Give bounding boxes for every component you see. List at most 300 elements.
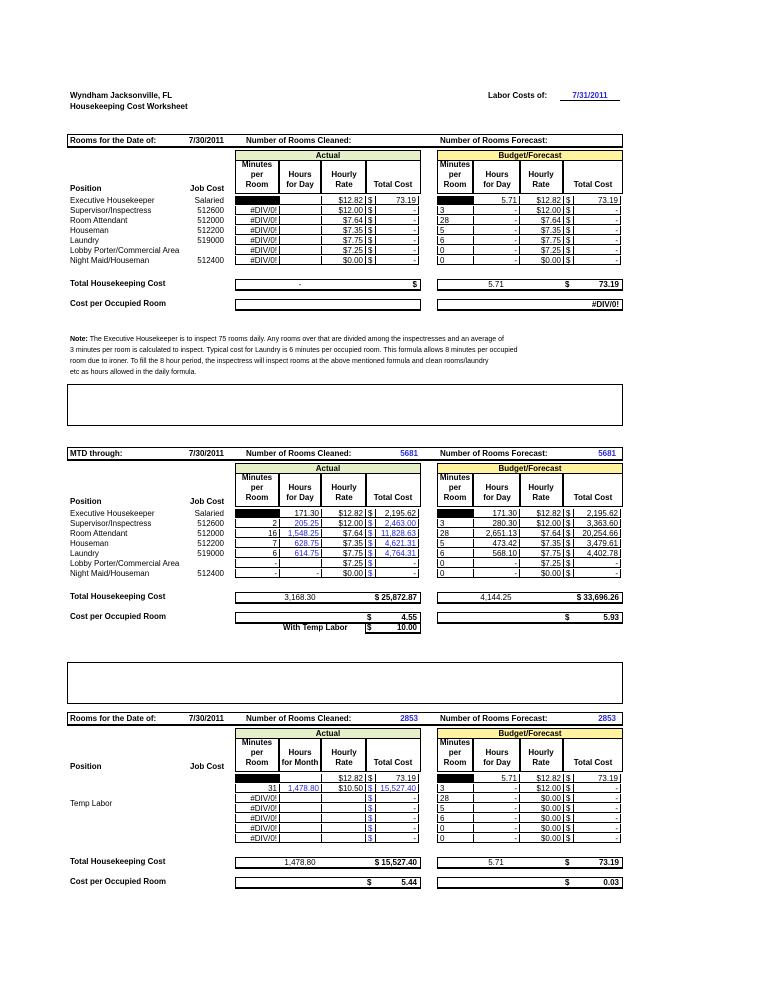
actual-cell: [235, 774, 279, 783]
budget-cell: $: [563, 509, 573, 518]
position-label: Lobby Porter/Commercial Area: [70, 246, 180, 255]
budget-header: Budget/Forecast: [437, 728, 623, 739]
actual-cell: 4,621.31: [375, 539, 419, 548]
col-header-budget-3: Total Cost: [563, 160, 623, 194]
cpor-label: Cost per Occupied Room: [70, 877, 167, 886]
budget-cell: $: [563, 559, 573, 568]
position-label: Houseman: [70, 539, 109, 548]
bar-l2: Number of Rooms Cleaned:: [246, 136, 352, 145]
budget-cell: $: [563, 206, 573, 215]
budget-cell: $7.35: [519, 539, 563, 548]
col-header-budget-2: Hourly Rate: [519, 473, 563, 507]
col-header-actual-2: Hourly Rate: [321, 738, 367, 772]
note-box-1: [67, 384, 623, 426]
actual-cell: #DIV/0!: [235, 256, 279, 265]
actual-cell: $10.50: [321, 784, 365, 793]
cpor-label: Cost per Occupied Room: [70, 612, 167, 621]
actual-cell: 2,195.62: [375, 509, 419, 518]
actual-cell: #DIV/0!: [235, 236, 279, 245]
actual-cell: [235, 509, 279, 518]
actual-cell: $7.75: [321, 549, 365, 558]
budget-cell: $7.75: [519, 236, 563, 245]
job-cost: 512200: [197, 539, 224, 548]
actual-cell: $: [365, 804, 375, 813]
note-block: [70, 334, 518, 378]
budget-cell: -: [573, 226, 621, 235]
actual-cell: $: [365, 519, 375, 528]
position-label: Supervisor/Inspectress: [70, 206, 152, 215]
budget-cell: $: [563, 519, 573, 528]
col-header-actual-2: Hourly Rate: [321, 473, 367, 507]
actual-cell: [235, 196, 279, 205]
budget-cell: 473.42: [473, 539, 519, 548]
job-cost: 512200: [197, 226, 224, 235]
section-bar-s3: [67, 712, 623, 726]
budget-cell: -: [573, 246, 621, 255]
budget-cell: $0.00: [519, 834, 563, 843]
bar-v2: 5681: [400, 449, 418, 458]
budget-cell: -: [473, 236, 519, 245]
position-label: Executive Housekeeper: [70, 509, 155, 518]
actual-cell: #DIV/0!: [235, 834, 279, 843]
note-box-2: [67, 662, 623, 704]
actual-cell: $0.00: [321, 256, 365, 265]
actual-cell: [321, 794, 365, 803]
budget-cell: 28: [437, 794, 473, 803]
budget-cell: -: [473, 794, 519, 803]
budget-cell: 4,402.78: [573, 549, 621, 558]
budget-cell: $: [563, 804, 573, 813]
actual-total-hours: -: [298, 280, 302, 289]
col-header-budget-3: Total Cost: [563, 473, 623, 507]
budget-cell: -: [573, 784, 621, 793]
job-cost: 512600: [197, 206, 224, 215]
position-label: Laundry: [70, 236, 99, 245]
budget-cell: -: [573, 794, 621, 803]
budget-total-hours: 5.71: [488, 280, 504, 289]
actual-cell: [279, 834, 321, 843]
budget-cell: 3: [437, 519, 473, 528]
actual-total: $ 25,872.87: [374, 593, 417, 602]
col-header-actual-0: Minutes per Room: [235, 473, 279, 507]
budget-cell: 20,254.66: [573, 529, 621, 538]
actual-cell: 2: [235, 519, 279, 528]
actual-cell: -: [375, 256, 419, 265]
position-label: Supervisor/Inspectress: [70, 519, 152, 528]
budget-cell: $12.00: [519, 784, 563, 793]
actual-cell: -: [375, 206, 419, 215]
actual-cell: $: [365, 529, 375, 538]
budget-cell: -: [573, 216, 621, 225]
budget-cell: $: [563, 256, 573, 265]
actual-cell: $7.75: [321, 236, 365, 245]
temp-labor-label: With Temp Labor: [283, 623, 348, 632]
actual-cell: $0.00: [321, 569, 365, 578]
budget-cell: 280.30: [473, 519, 519, 528]
budget-cell: 3: [437, 206, 473, 215]
actual-cell: $: [365, 559, 375, 568]
actual-cell: $: [365, 569, 375, 578]
budget-cell: 5.71: [473, 774, 519, 783]
budget-cell: -: [573, 814, 621, 823]
actual-cell: -: [375, 834, 419, 843]
col-header-actual-2: Hourly Rate: [321, 160, 367, 194]
budget-total: 73.19: [598, 280, 619, 289]
actual-cell: $: [365, 794, 375, 803]
actual-total-hours: 1,478.80: [284, 858, 316, 867]
actual-total: $: [412, 280, 417, 289]
actual-cell: $: [365, 246, 375, 255]
actual-cell: [279, 256, 321, 265]
budget-cell: -: [573, 236, 621, 245]
actual-cell: $7.64: [321, 529, 365, 538]
cpor-label: Cost per Occupied Room: [70, 299, 167, 308]
budget-cell: $7.64: [519, 216, 563, 225]
actual-cell: 205.25: [279, 519, 321, 528]
budget-cell: -: [473, 226, 519, 235]
budget-cell: 568.10: [473, 549, 519, 558]
actual-cell: 6: [235, 549, 279, 558]
budget-cell: $: [563, 549, 573, 558]
budget-cell: 0: [437, 569, 473, 578]
budget-cell: 0: [437, 824, 473, 833]
budget-cell: $0.00: [519, 794, 563, 803]
job-cost: Salaried: [194, 509, 224, 518]
budget-cell: $: [563, 824, 573, 833]
budget-cell: $12.00: [519, 206, 563, 215]
actual-total-hours: 3,168.30: [284, 593, 316, 602]
actual-cell: #DIV/0!: [235, 824, 279, 833]
job-cost: 512000: [197, 216, 224, 225]
actual-cell: #DIV/0!: [235, 804, 279, 813]
actual-cell: 1,478.80: [279, 784, 321, 793]
actual-cell: -: [375, 569, 419, 578]
budget-cell: -: [573, 824, 621, 833]
jobcost-col-header: Job Cost: [190, 497, 225, 506]
actual-cell: #DIV/0!: [235, 794, 279, 803]
col-header-budget-0: Minutes per Room: [437, 738, 473, 772]
actual-cell: $: [365, 774, 375, 783]
actual-cell: $: [365, 824, 375, 833]
actual-cell: -: [279, 569, 321, 578]
actual-cell: $: [365, 216, 375, 225]
col-header-budget-0: Minutes per Room: [437, 473, 473, 507]
budget-cell: -: [473, 569, 519, 578]
actual-cell: [321, 824, 365, 833]
section-bar-s2: [67, 447, 623, 461]
job-cost: 512000: [197, 529, 224, 538]
actual-cell: [279, 206, 321, 215]
actual-cell: -: [375, 216, 419, 225]
col-header-budget-1: Hours for Day: [473, 160, 521, 194]
bar-l3: Number of Rooms Forecast:: [440, 714, 548, 723]
budget-cell: -: [573, 559, 621, 568]
bar-l1: Rooms for the Date of:: [70, 136, 157, 145]
actual-cell: -: [375, 226, 419, 235]
budget-cell: -: [473, 206, 519, 215]
actual-cell: -: [375, 804, 419, 813]
budget-total-hours: 5.71: [488, 858, 504, 867]
budget-header: Budget/Forecast: [437, 463, 623, 474]
budget-cell: $: [563, 814, 573, 823]
actual-cell: $12.82: [321, 774, 365, 783]
budget-cell: 28: [437, 216, 473, 225]
actual-cell: $12.00: [321, 206, 365, 215]
actual-total: $ 15,527.40: [374, 858, 417, 867]
budget-cell: -: [473, 824, 519, 833]
actual-cell: 73.19: [375, 774, 419, 783]
col-header-actual-3: Total Cost: [365, 738, 421, 772]
budget-cell: $7.25: [519, 246, 563, 255]
col-header-budget-0: Minutes per Room: [437, 160, 473, 194]
total-housekeeping-label: Total Housekeeping Cost: [70, 857, 166, 866]
budget-cell: -: [473, 246, 519, 255]
budget-cell: $0.00: [519, 814, 563, 823]
actual-cell: 2,463.00: [375, 519, 419, 528]
actual-cell: [279, 824, 321, 833]
position-col-header: Position: [70, 184, 102, 193]
actual-cell: #DIV/0!: [235, 226, 279, 235]
budget-cell: -: [573, 804, 621, 813]
note-line-4: etc as hours allowed in the daily formula.: [70, 369, 197, 376]
labor-costs-label: Labor Costs of:: [488, 91, 548, 100]
actual-cell: $: [365, 226, 375, 235]
actual-cpor-box: [235, 299, 421, 311]
actual-cell: [279, 774, 321, 783]
note-line-1: The Executive Housekeeper is to inspect 75 rooms daily. Any rooms over that are divided among the inspectresses and an average of: [89, 336, 504, 343]
col-header-actual-0: Minutes per Room: [235, 738, 279, 772]
position-col-header: Position: [70, 497, 102, 506]
col-header-actual-1: Hours for Day: [279, 473, 321, 507]
bar-l3: Number of Rooms Forecast:: [440, 449, 548, 458]
budget-total-sign: $: [565, 858, 570, 867]
position-label: Night Maid/Houseman: [70, 256, 150, 265]
col-header-budget-1: Hours for Day: [473, 473, 521, 507]
bar-l1: Rooms for the Date of:: [70, 714, 157, 723]
position-label: Room Attendant: [70, 529, 128, 538]
budget-cell: 5.71: [473, 196, 519, 205]
actual-cell: [279, 794, 321, 803]
actual-cell: 7: [235, 539, 279, 548]
actual-cell: [279, 814, 321, 823]
budget-cell: $: [563, 774, 573, 783]
budget-cell: 6: [437, 236, 473, 245]
note-line-3: room due to ironer. To fill the 8 hour period, the inspectress will inspect rooms at the above mentioned formula and clean rooms/laundry: [70, 358, 489, 365]
actual-cell: #DIV/0!: [235, 206, 279, 215]
actual-header: Actual: [235, 728, 421, 739]
actual-cell: $: [365, 196, 375, 205]
worksheet-title: Housekeeping Cost Worksheet: [70, 102, 188, 111]
actual-cpor: 5.44: [401, 878, 417, 887]
budget-cell: 3,479.61: [573, 539, 621, 548]
budget-cell: $: [563, 569, 573, 578]
actual-cell: 16: [235, 529, 279, 538]
actual-cell: [279, 236, 321, 245]
budget-cell: $0.00: [519, 256, 563, 265]
position-label: Night Maid/Houseman: [70, 569, 150, 578]
budget-cell: $: [563, 196, 573, 205]
budget-cell: $: [563, 834, 573, 843]
actual-cpor-sign: $: [367, 878, 372, 887]
budget-cell: 3,363.60: [573, 519, 621, 528]
actual-cell: [321, 814, 365, 823]
budget-cell: 2,195.62: [573, 509, 621, 518]
budget-cpor: 5.93: [603, 613, 619, 622]
actual-cell: $: [365, 206, 375, 215]
budget-header: Budget/Forecast: [437, 150, 623, 161]
budget-cell: -: [473, 559, 519, 568]
budget-cell: $12.82: [519, 196, 563, 205]
col-header-actual-1: Hours for Month: [279, 738, 321, 772]
budget-cell: -: [473, 216, 519, 225]
budget-cpor-sign: $: [565, 878, 570, 887]
actual-cell: -: [375, 246, 419, 255]
job-cost: 519000: [197, 236, 224, 245]
budget-cell: $0.00: [519, 824, 563, 833]
actual-cell: #DIV/0!: [235, 814, 279, 823]
budget-total: $ 33,696.26: [576, 593, 619, 602]
budget-cell: 73.19: [573, 196, 621, 205]
actual-cell: 31: [235, 784, 279, 793]
col-header-budget-3: Total Cost: [563, 738, 623, 772]
hotel-name: Wyndham Jacksonville, FL: [70, 91, 173, 100]
actual-cell: [279, 804, 321, 813]
actual-cell: -: [375, 236, 419, 245]
actual-cell: -: [375, 814, 419, 823]
budget-cell: $: [563, 784, 573, 793]
position-col-header: Position: [70, 762, 102, 771]
budget-cell: 6: [437, 549, 473, 558]
budget-cell: $: [563, 236, 573, 245]
actual-cell: $12.00: [321, 519, 365, 528]
jobcost-col-header: Job Cost: [190, 184, 225, 193]
actual-cell: $: [365, 236, 375, 245]
note-line-2: 3 minutes per room is calculated to inspect. Typical cost for Laundry is 6 minutes per occupied room. This formula allows 8 minutes per occupied: [70, 347, 518, 354]
actual-cell: 614.75: [279, 549, 321, 558]
actual-cell: [321, 804, 365, 813]
budget-cell: -: [573, 206, 621, 215]
position-label: Room Attendant: [70, 216, 128, 225]
budget-cell: $12.00: [519, 519, 563, 528]
budget-total: 73.19: [598, 858, 619, 867]
budget-cell: [437, 774, 473, 783]
bar-v2: 2853: [400, 714, 418, 723]
actual-cell: $12.82: [321, 509, 365, 518]
actual-cell: $: [365, 814, 375, 823]
budget-cpor-sign: $: [565, 613, 570, 622]
actual-cell: [279, 196, 321, 205]
bar-l2: Number of Rooms Cleaned:: [246, 714, 352, 723]
actual-cell: $: [365, 509, 375, 518]
actual-cell: 628.75: [279, 539, 321, 548]
actual-cell: $: [365, 549, 375, 558]
col-header-actual-3: Total Cost: [365, 473, 421, 507]
budget-cell: 5: [437, 539, 473, 548]
position-label: Laundry: [70, 549, 99, 558]
total-housekeeping-label: Total Housekeeping Cost: [70, 592, 166, 601]
budget-cell: $7.75: [519, 549, 563, 558]
actual-cpor-sign: $: [367, 613, 372, 622]
budget-cell: $: [563, 794, 573, 803]
budget-cell: -: [473, 256, 519, 265]
actual-cell: -: [235, 569, 279, 578]
budget-cell: -: [473, 834, 519, 843]
budget-cell: $0.00: [519, 569, 563, 578]
actual-cpor: 4.55: [401, 613, 417, 622]
bar-l1: MTD through:: [70, 449, 123, 458]
budget-cell: $12.82: [519, 774, 563, 783]
budget-cpor: 0.03: [603, 878, 619, 887]
budget-cpor: #DIV/0!: [591, 300, 619, 309]
job-cost: Salaried: [194, 196, 224, 205]
col-header-budget-2: Hourly Rate: [519, 738, 563, 772]
job-cost: 512600: [197, 519, 224, 528]
actual-cell: $7.25: [321, 246, 365, 255]
budget-cell: -: [473, 814, 519, 823]
budget-cell: -: [573, 256, 621, 265]
actual-cell: $: [365, 256, 375, 265]
actual-cell: [279, 559, 321, 568]
budget-cell: 2,651.13: [473, 529, 519, 538]
actual-cell: -: [375, 794, 419, 803]
budget-cell: -: [573, 569, 621, 578]
actual-cell: #DIV/0!: [235, 216, 279, 225]
position-label: Houseman: [70, 226, 109, 235]
note-label: Note:: [70, 336, 88, 343]
budget-cell: 6: [437, 814, 473, 823]
actual-cell: $7.64: [321, 216, 365, 225]
actual-cell: 15,527.40: [375, 784, 419, 793]
budget-cell: 0: [437, 246, 473, 255]
temp-value: 10.00: [396, 623, 417, 632]
actual-cell: $: [365, 784, 375, 793]
bar-d: 7/30/2011: [188, 714, 224, 723]
actual-cell: [279, 246, 321, 255]
bar-l2: Number of Rooms Cleaned:: [246, 449, 352, 458]
labor-date: 7/31/2011: [560, 91, 620, 101]
budget-cell: $7.35: [519, 226, 563, 235]
budget-cell: 0: [437, 834, 473, 843]
temp-labor-position: Temp Labor: [70, 799, 113, 808]
actual-header: Actual: [235, 463, 421, 474]
budget-cell: -: [473, 804, 519, 813]
actual-cell: [321, 834, 365, 843]
col-header-budget-2: Hourly Rate: [519, 160, 563, 194]
actual-cell: 4,764.31: [375, 549, 419, 558]
actual-cell: -: [375, 559, 419, 568]
actual-cell: 171.30: [279, 509, 321, 518]
position-label: Executive Housekeeper: [70, 196, 155, 205]
budget-cell: $0.00: [519, 804, 563, 813]
budget-cell: $: [563, 246, 573, 255]
budget-cell: [437, 196, 473, 205]
budget-total-sign: $: [565, 280, 570, 289]
total-housekeeping-label: Total Housekeeping Cost: [70, 279, 166, 288]
budget-cell: 0: [437, 256, 473, 265]
actual-cell: #DIV/0!: [235, 246, 279, 255]
bar-l3: Number of Rooms Forecast:: [440, 136, 548, 145]
actual-cell: $7.35: [321, 226, 365, 235]
actual-cell: [279, 216, 321, 225]
actual-cell: -: [235, 559, 279, 568]
jobcost-col-header: Job Cost: [190, 762, 225, 771]
budget-cell: $: [563, 539, 573, 548]
col-header-actual-0: Minutes per Room: [235, 160, 279, 194]
budget-cell: $: [563, 529, 573, 538]
actual-cell: $7.25: [321, 559, 365, 568]
budget-cell: 0: [437, 559, 473, 568]
budget-cell: 73.19: [573, 774, 621, 783]
